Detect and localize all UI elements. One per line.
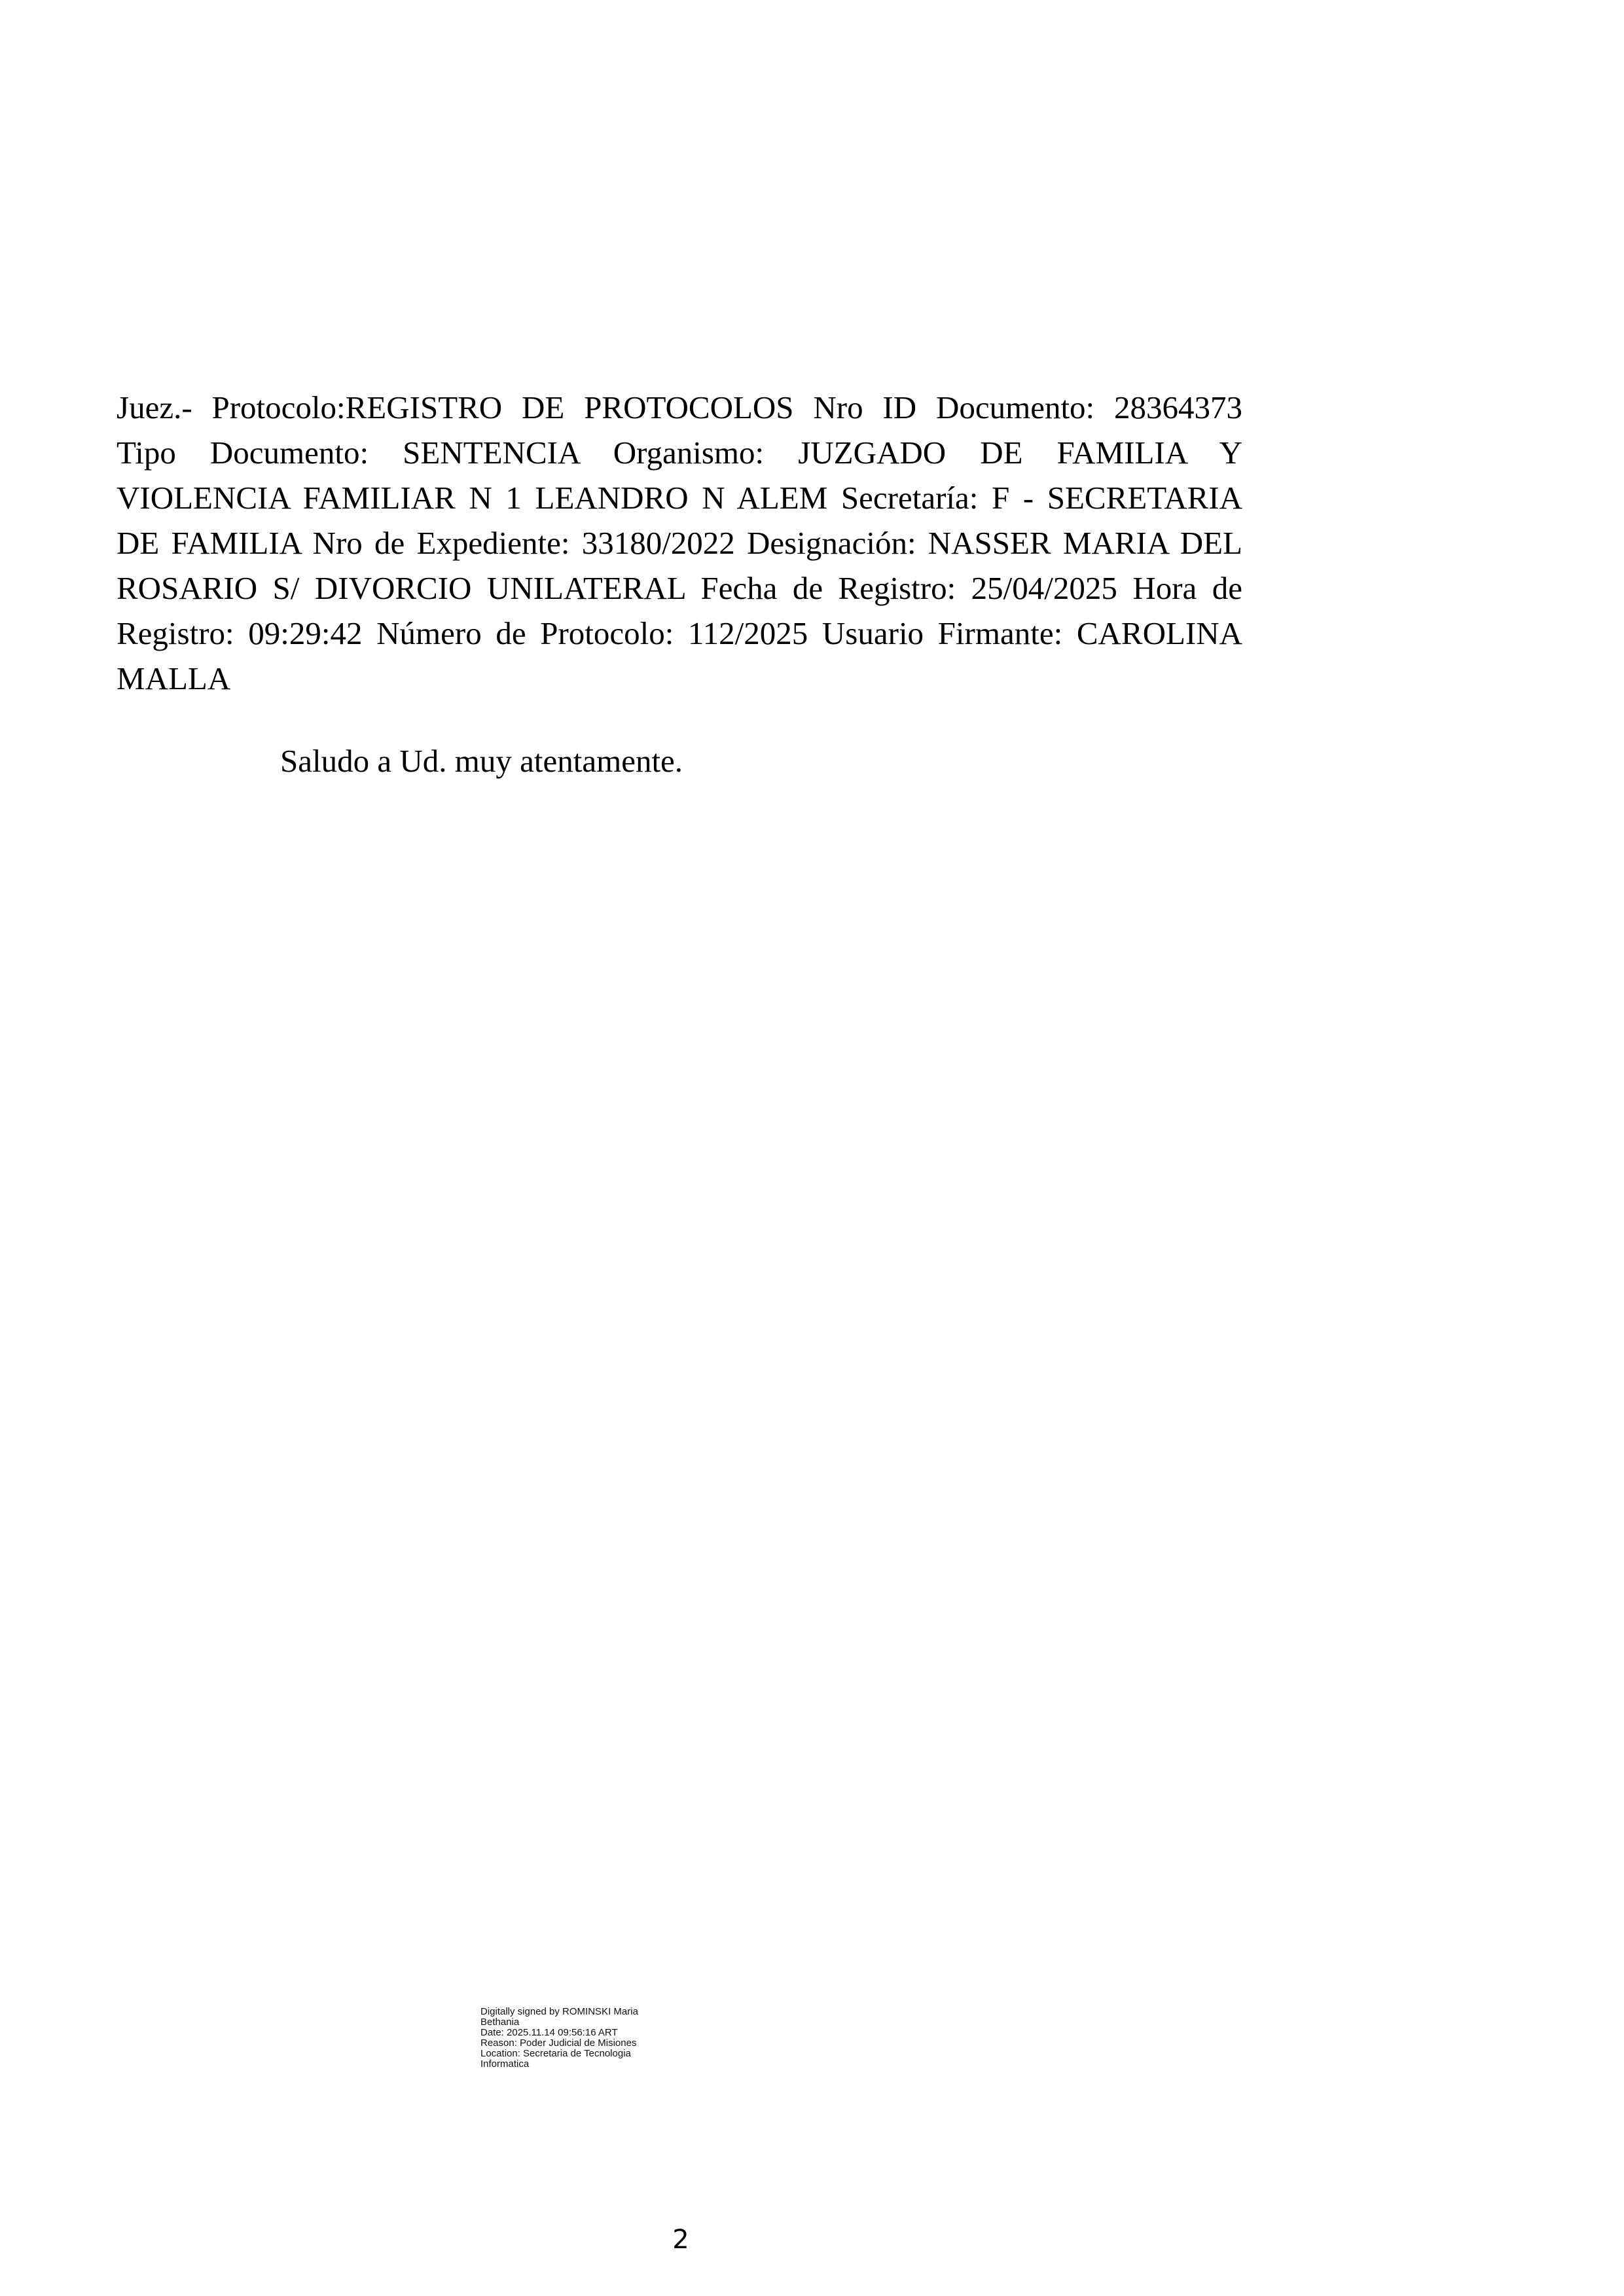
- protocol-line: DE FAMILIA Nro de Expediente: 33180/2022 Designación: NASSER MARIA DEL: [117, 525, 1242, 561]
- protocol-line: MALLA: [117, 660, 231, 696]
- page-number: 2: [672, 2225, 689, 2255]
- protocol-registration-paragraph: [117, 385, 1242, 701]
- closing-salutation: Saludo a Ud. muy atentamente.: [280, 743, 683, 779]
- protocol-line: Registro: 09:29:42 Número de Protocolo: 112/2025 Usuario Firmante: CAROLINA: [117, 615, 1242, 651]
- protocol-line: VIOLENCIA FAMILIAR N 1 LEANDRO N ALEM Secretaría: F - SECRETARIA: [117, 480, 1242, 516]
- signature-line: Bethania: [480, 2017, 520, 2028]
- signature-line: Digitally signed by ROMINSKI Maria: [480, 2006, 638, 2017]
- protocol-line: ROSARIO S/ DIVORCIO UNILATERAL Fecha de Registro: 25/04/2025 Hora de: [117, 570, 1242, 606]
- signature-line: Informatica: [480, 2058, 530, 2070]
- digital-signature-block: [480, 2007, 696, 2070]
- protocol-line: Tipo Documento: SENTENCIA Organismo: JUZGADO DE FAMILIA Y: [117, 435, 1242, 471]
- signature-line: Reason: Poder Judicial de Misiones: [480, 2037, 637, 2049]
- signature-line: Location: Secretaria de Tecnologia: [480, 2048, 631, 2059]
- protocol-line: Juez.- Protocolo:REGISTRO DE PROTOCOLOS Nro ID Documento: 28364373: [117, 389, 1242, 425]
- signature-line: Date: 2025.11.14 09:56:16 ART: [480, 2027, 618, 2038]
